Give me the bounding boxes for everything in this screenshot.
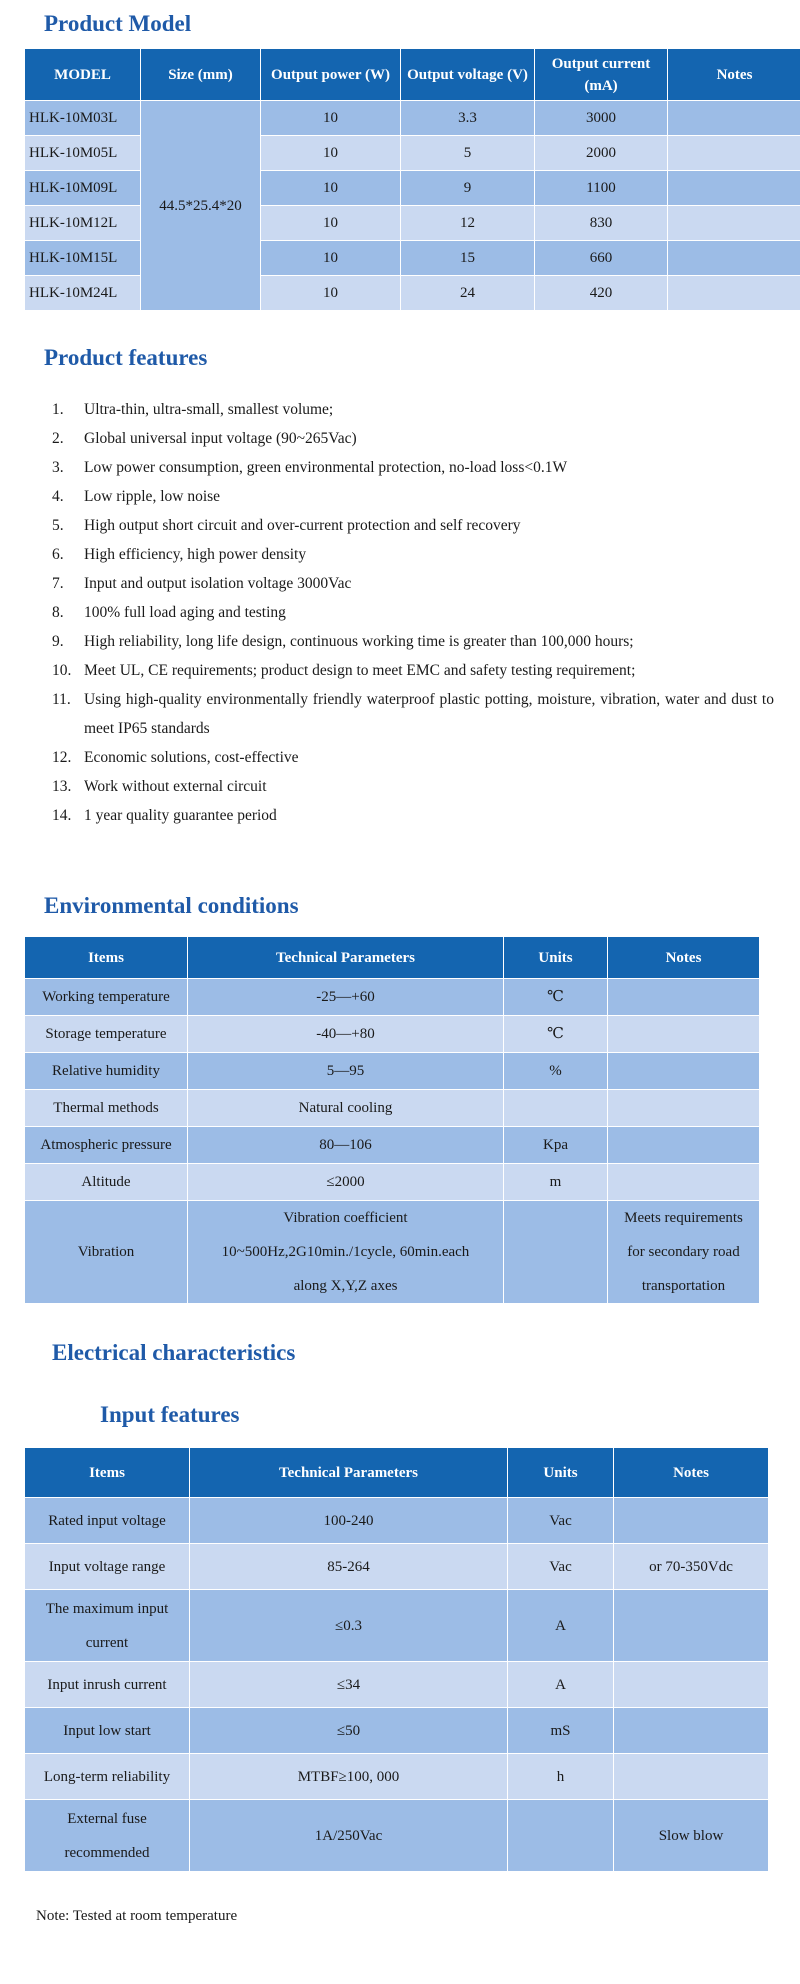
list-item-text: Work without external circuit bbox=[84, 778, 267, 795]
voltage-cell: 24 bbox=[401, 276, 535, 311]
list-item-text: 1 year quality guarantee period bbox=[84, 807, 277, 824]
param-line: along X,Y,Z axes bbox=[293, 1278, 398, 1294]
item-cell: Atmospheric pressure bbox=[25, 1127, 188, 1164]
notes-cell bbox=[668, 171, 800, 206]
list-item-number: 13. bbox=[52, 778, 72, 795]
list-item bbox=[44, 801, 774, 830]
power-cell: 10 bbox=[261, 241, 401, 276]
table-row bbox=[25, 1662, 769, 1708]
item-cell: Working temperature bbox=[25, 979, 188, 1016]
col-header-units: Units bbox=[508, 1448, 614, 1498]
notes-cell bbox=[608, 1127, 760, 1164]
electrical-title: Electrical characteristics bbox=[52, 1340, 296, 1365]
list-item-text: 100% full load aging and testing bbox=[84, 604, 286, 621]
table-row bbox=[25, 1090, 760, 1127]
product-features-title: Product features bbox=[44, 345, 208, 370]
list-item-text: Using high-quality environmentally friendly waterproof plastic potting, moisture, vibration, water and dust to meet IP65 standards bbox=[84, 691, 774, 737]
model-cell: HLK-10M03L bbox=[25, 101, 141, 136]
col-header-output-power: Output power (W) bbox=[261, 49, 401, 101]
unit-cell: Vac bbox=[508, 1498, 614, 1544]
notes-cell bbox=[608, 1090, 760, 1127]
list-item bbox=[44, 772, 774, 801]
col-header-units: Units bbox=[504, 937, 608, 979]
footnote: Note: Tested at room temperature bbox=[36, 1908, 238, 1924]
table-row bbox=[25, 1127, 760, 1164]
current-cell: 660 bbox=[535, 241, 668, 276]
param-cell: 100-240 bbox=[190, 1498, 508, 1544]
voltage-cell: 3.3 bbox=[401, 101, 535, 136]
param-cell: 5—95 bbox=[188, 1053, 504, 1090]
unit-cell: Kpa bbox=[504, 1127, 608, 1164]
item-cell bbox=[25, 1800, 190, 1872]
notes-cell bbox=[668, 101, 800, 136]
item-cell: Long-term reliability bbox=[25, 1754, 190, 1800]
model-cell: HLK-10M09L bbox=[25, 171, 141, 206]
voltage-cell: 5 bbox=[401, 136, 535, 171]
table-row bbox=[25, 1053, 760, 1090]
item-cell: Storage temperature bbox=[25, 1016, 188, 1053]
col-header-model: MODEL bbox=[25, 49, 141, 101]
unit-cell bbox=[504, 1090, 608, 1127]
unit-cell: Vac bbox=[508, 1544, 614, 1590]
item-cell: Altitude bbox=[25, 1164, 188, 1201]
list-item bbox=[44, 656, 774, 685]
param-cell: -40—+80 bbox=[188, 1016, 504, 1053]
list-item-number: 8. bbox=[52, 604, 64, 621]
list-item bbox=[44, 453, 774, 482]
table-row bbox=[25, 979, 760, 1016]
col-header-notes: Notes bbox=[608, 937, 760, 979]
param-cell: ≤50 bbox=[190, 1708, 508, 1754]
list-item bbox=[44, 482, 774, 511]
list-item-number: 5. bbox=[52, 517, 64, 534]
list-item-number: 9. bbox=[52, 633, 64, 650]
current-cell: 830 bbox=[535, 206, 668, 241]
list-item bbox=[44, 685, 774, 743]
notes-cell bbox=[614, 1662, 769, 1708]
list-item-number: 6. bbox=[52, 546, 64, 563]
unit-cell: h bbox=[508, 1754, 614, 1800]
list-item bbox=[44, 569, 774, 598]
item-line: External fuse bbox=[67, 1810, 147, 1827]
list-item-number: 3. bbox=[52, 459, 64, 476]
model-cell: HLK-10M24L bbox=[25, 276, 141, 311]
power-cell: 10 bbox=[261, 171, 401, 206]
list-item-text: Low ripple, low noise bbox=[84, 488, 221, 505]
param-cell: 85-264 bbox=[190, 1544, 508, 1590]
list-item-text: High reliability, long life design, continuous working time is greater than 100,000 hours; bbox=[84, 633, 634, 650]
notes-cell bbox=[668, 241, 800, 276]
notes-cell bbox=[668, 136, 800, 171]
col-header-parameters: Technical Parameters bbox=[188, 937, 504, 979]
param-cell: ≤2000 bbox=[188, 1164, 504, 1201]
item-cell bbox=[25, 1590, 190, 1662]
list-item bbox=[44, 511, 774, 540]
list-item-number: 4. bbox=[52, 488, 64, 505]
table-row bbox=[25, 1164, 760, 1201]
model-cell: HLK-10M15L bbox=[25, 241, 141, 276]
item-cell: Relative humidity bbox=[25, 1053, 188, 1090]
list-item-text: Low power consumption, green environmental protection, no-load loss<0.1W bbox=[84, 459, 568, 476]
param-line: 10~500Hz,2G10min./1cycle, 60min.each bbox=[221, 1244, 470, 1260]
notes-cell bbox=[668, 206, 800, 241]
voltage-cell: 12 bbox=[401, 206, 535, 241]
unit-cell: ℃ bbox=[504, 1016, 608, 1053]
model-cell: HLK-10M12L bbox=[25, 206, 141, 241]
list-item-text: High output short circuit and over-current protection and self recovery bbox=[84, 517, 521, 534]
environmental-title: Environmental conditions bbox=[44, 893, 299, 918]
list-item bbox=[44, 627, 774, 656]
notes-cell bbox=[614, 1708, 769, 1754]
list-item-number: 7. bbox=[52, 575, 64, 592]
item-line: recommended bbox=[64, 1844, 150, 1861]
notes-cell bbox=[614, 1498, 769, 1544]
list-item-text: Input and output isolation voltage 3000Vac bbox=[84, 575, 352, 592]
list-item bbox=[44, 424, 774, 453]
power-cell: 10 bbox=[261, 206, 401, 241]
param-cell: -25—+60 bbox=[188, 979, 504, 1016]
notes-cell: Slow blow bbox=[614, 1800, 769, 1872]
list-item-number: 2. bbox=[52, 430, 64, 447]
item-cell: Input voltage range bbox=[25, 1544, 190, 1590]
notes-cell bbox=[614, 1754, 769, 1800]
table-row bbox=[25, 1016, 760, 1053]
col-header-parameters: Technical Parameters bbox=[190, 1448, 508, 1498]
list-item-text: High efficiency, high power density bbox=[84, 546, 307, 563]
unit-cell: A bbox=[508, 1662, 614, 1708]
input-features-table bbox=[24, 1447, 769, 1872]
item-cell: Vibration bbox=[25, 1201, 188, 1304]
list-item-text: Economic solutions, cost-effective bbox=[84, 749, 299, 766]
table-row bbox=[25, 1590, 769, 1662]
table-row bbox=[25, 1544, 769, 1590]
notes-cell bbox=[608, 1164, 760, 1201]
list-item-text: Meet UL, CE requirements; product design to meet EMC and safety testing requirement; bbox=[84, 662, 636, 679]
param-cell: Natural cooling bbox=[188, 1090, 504, 1127]
param-cell: 80—106 bbox=[188, 1127, 504, 1164]
product-model-title: Product Model bbox=[44, 11, 192, 36]
notes-cell bbox=[614, 1590, 769, 1662]
notes-line: for secondary road bbox=[627, 1244, 740, 1260]
features-list bbox=[44, 395, 774, 830]
col-header-output-current: Output current (mA) bbox=[535, 49, 668, 101]
param-cell: MTBF≥100, 000 bbox=[190, 1754, 508, 1800]
list-item bbox=[44, 598, 774, 627]
unit-cell bbox=[508, 1800, 614, 1872]
current-cell: 1100 bbox=[535, 171, 668, 206]
list-item-number: 14. bbox=[52, 807, 72, 824]
col-header-notes: Notes bbox=[614, 1448, 769, 1498]
list-item bbox=[44, 743, 774, 772]
voltage-cell: 9 bbox=[401, 171, 535, 206]
param-line: Vibration coefficient bbox=[283, 1210, 408, 1226]
power-cell: 10 bbox=[261, 101, 401, 136]
table-row bbox=[25, 1800, 769, 1872]
col-header-items: Items bbox=[25, 1448, 190, 1498]
table-row bbox=[25, 101, 800, 136]
product-model-table bbox=[24, 48, 800, 311]
list-item bbox=[44, 395, 774, 424]
col-header-items: Items bbox=[25, 937, 188, 979]
item-line: The maximum input bbox=[45, 1600, 169, 1617]
notes-cell bbox=[608, 1016, 760, 1053]
list-item-number: 12. bbox=[52, 749, 72, 766]
col-header-size: Size (mm) bbox=[141, 49, 261, 101]
unit-cell: m bbox=[504, 1164, 608, 1201]
notes-cell bbox=[608, 979, 760, 1016]
table-row bbox=[25, 1498, 769, 1544]
notes-cell bbox=[608, 1201, 760, 1304]
environmental-table bbox=[24, 936, 760, 1304]
notes-cell bbox=[668, 276, 800, 311]
current-cell: 3000 bbox=[535, 101, 668, 136]
param-cell: ≤34 bbox=[190, 1662, 508, 1708]
item-cell: Input low start bbox=[25, 1708, 190, 1754]
param-cell: ≤0.3 bbox=[190, 1590, 508, 1662]
current-cell: 420 bbox=[535, 276, 668, 311]
power-cell: 10 bbox=[261, 276, 401, 311]
input-features-title: Input features bbox=[100, 1402, 240, 1427]
table-row bbox=[25, 1201, 760, 1304]
notes-cell: or 70-350Vdc bbox=[614, 1544, 769, 1590]
power-cell: 10 bbox=[261, 136, 401, 171]
col-header-output-voltage: Output voltage (V) bbox=[401, 49, 535, 101]
table-row bbox=[25, 1708, 769, 1754]
voltage-cell: 15 bbox=[401, 241, 535, 276]
list-item-number: 1. bbox=[52, 401, 64, 418]
item-cell: Input inrush current bbox=[25, 1662, 190, 1708]
item-cell: Thermal methods bbox=[25, 1090, 188, 1127]
notes-line: transportation bbox=[641, 1278, 726, 1294]
unit-cell: % bbox=[504, 1053, 608, 1090]
model-cell: HLK-10M05L bbox=[25, 136, 141, 171]
item-cell: Rated input voltage bbox=[25, 1498, 190, 1544]
list-item bbox=[44, 540, 774, 569]
current-cell: 2000 bbox=[535, 136, 668, 171]
unit-cell bbox=[504, 1201, 608, 1304]
list-item-text: Ultra-thin, ultra-small, smallest volume; bbox=[84, 401, 334, 418]
notes-line: Meets requirements bbox=[624, 1210, 743, 1226]
notes-cell bbox=[608, 1053, 760, 1090]
col-header-notes: Notes bbox=[668, 49, 800, 101]
list-item-text: Global universal input voltage (90~265Vac) bbox=[84, 430, 357, 447]
param-cell bbox=[188, 1201, 504, 1304]
table-row bbox=[25, 1754, 769, 1800]
param-cell: 1A/250Vac bbox=[190, 1800, 508, 1872]
size-cell: 44.5*25.4*20 bbox=[141, 101, 261, 311]
item-line: current bbox=[85, 1634, 129, 1651]
unit-cell: ℃ bbox=[504, 979, 608, 1016]
unit-cell: A bbox=[508, 1590, 614, 1662]
unit-cell: mS bbox=[508, 1708, 614, 1754]
list-item-number: 11. bbox=[52, 691, 71, 708]
list-item-number: 10. bbox=[52, 662, 72, 679]
